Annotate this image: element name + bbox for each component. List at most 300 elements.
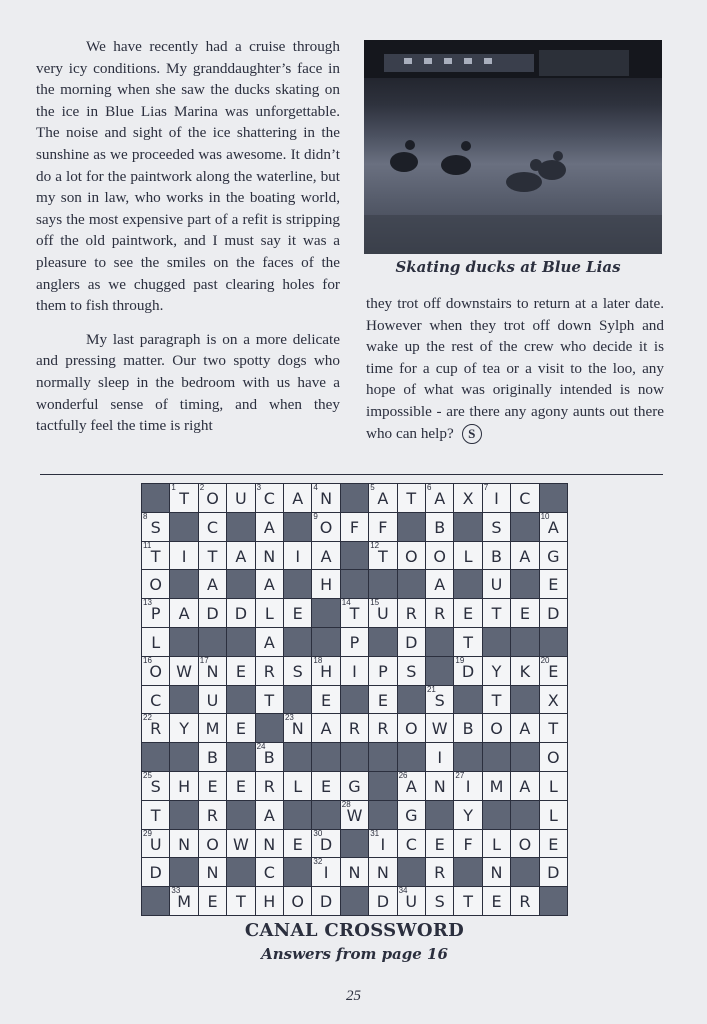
crossword-letter: A — [263, 575, 275, 595]
crossword-black-cell — [341, 686, 368, 714]
crossword-cell[interactable] — [199, 887, 226, 915]
crossword-cell[interactable] — [369, 887, 396, 915]
crossword-black-cell — [170, 743, 197, 771]
crossword-cell[interactable] — [170, 599, 197, 627]
crossword-cell[interactable] — [170, 657, 197, 685]
crossword-cell[interactable] — [369, 513, 396, 541]
crossword-cell[interactable] — [284, 599, 311, 627]
crossword-letter: A — [263, 517, 275, 537]
crossword-cell[interactable] — [341, 858, 368, 886]
crossword-cell[interactable] — [426, 513, 453, 541]
crossword-black-cell — [511, 570, 538, 598]
crossword-cell[interactable] — [142, 830, 169, 858]
crossword-clue-number: 3 — [256, 484, 262, 492]
crossword-cell[interactable] — [341, 657, 368, 685]
crossword-letter: S — [150, 776, 161, 796]
crossword-cell[interactable] — [170, 714, 197, 742]
crossword-cell[interactable] — [398, 484, 425, 512]
crossword-cell[interactable] — [142, 772, 169, 800]
crossword-letter: N — [263, 546, 276, 566]
crossword-letter: E — [377, 690, 388, 710]
crossword-letter: N — [320, 489, 333, 508]
crossword-letter: S — [406, 661, 417, 681]
crossword-cell[interactable] — [142, 513, 169, 541]
crossword-cell[interactable] — [454, 628, 481, 656]
crossword-letter: T — [548, 719, 559, 739]
crossword-letter: A — [519, 546, 531, 566]
crossword-letter: A — [519, 776, 531, 796]
crossword-letter: N — [291, 719, 304, 739]
crossword-cell[interactable] — [256, 484, 283, 512]
crossword-cell[interactable] — [483, 686, 510, 714]
crossword-cell[interactable] — [398, 772, 425, 800]
crossword-letter: T — [179, 489, 189, 508]
crossword-cell[interactable] — [483, 599, 510, 627]
crossword-clue-number: 17 — [199, 656, 209, 665]
crossword-cell[interactable] — [256, 686, 283, 714]
crossword-clue-number: 26 — [398, 771, 408, 780]
crossword-clue-number: 8 — [143, 512, 148, 521]
crossword-letter: N — [433, 776, 446, 796]
crossword-cell[interactable] — [369, 858, 396, 886]
crossword-clue-number: 7 — [483, 484, 489, 492]
crossword-cell[interactable] — [540, 570, 567, 598]
crossword-cell[interactable] — [540, 599, 567, 627]
crossword-cell[interactable] — [170, 772, 197, 800]
crossword-cell[interactable] — [256, 887, 283, 915]
crossword-letter: I — [465, 776, 471, 796]
article-left-column — [36, 36, 340, 449]
crossword-cell[interactable] — [454, 599, 481, 627]
crossword-cell[interactable] — [426, 542, 453, 570]
crossword-letter: H — [320, 661, 333, 681]
crossword-cell[interactable] — [398, 657, 425, 685]
crossword-letter: C — [206, 517, 219, 537]
crossword-letter: X — [547, 690, 559, 710]
crossword-letter: F — [378, 517, 388, 537]
crossword-black-cell — [142, 484, 169, 512]
crossword-clue-number: 14 — [341, 599, 351, 608]
crossword-black-cell — [341, 542, 368, 570]
crossword-cell[interactable] — [483, 714, 510, 742]
crossword-cell[interactable] — [426, 887, 453, 915]
crossword-cell[interactable] — [142, 657, 169, 685]
crossword-letter: E — [235, 776, 246, 796]
crossword-letter: H — [320, 575, 333, 595]
crossword-cell[interactable] — [199, 542, 226, 570]
crossword-cell[interactable] — [369, 714, 396, 742]
crossword-clue-number: 2 — [199, 484, 205, 492]
crossword-letter: R — [348, 719, 361, 739]
crossword-letter: E — [207, 892, 218, 912]
crossword-cell[interactable] — [511, 830, 538, 858]
article-paragraph-3 — [366, 293, 664, 444]
crossword-cell[interactable] — [256, 599, 283, 627]
crossword-cell[interactable] — [227, 714, 254, 742]
crossword-cell[interactable] — [398, 628, 425, 656]
crossword-clue-number: 21 — [426, 685, 436, 694]
crossword-letter: B — [491, 546, 502, 566]
crossword-cell[interactable] — [227, 830, 254, 858]
crossword-letter: N — [178, 834, 191, 854]
crossword-letter: E — [292, 604, 303, 624]
crossword-black-cell — [369, 570, 396, 598]
crossword-cell[interactable] — [454, 830, 481, 858]
crossword-letter: C — [263, 489, 275, 508]
crossword-cell[interactable] — [312, 686, 339, 714]
crossword-clue-number: 9 — [313, 512, 318, 521]
crossword-letter: S — [150, 517, 161, 537]
crossword-black-cell — [398, 570, 425, 598]
crossword-cell[interactable] — [426, 772, 453, 800]
crossword-letter: W — [232, 834, 249, 854]
crossword-letter: T — [207, 546, 218, 566]
crossword-cell[interactable] — [142, 858, 169, 886]
crossword-cell[interactable] — [312, 887, 339, 915]
crossword-black-cell — [227, 743, 254, 771]
crossword-cell[interactable] — [426, 570, 453, 598]
crossword-letter: T — [491, 604, 502, 624]
crossword-clue-number: 15 — [370, 599, 380, 608]
crossword-cell[interactable] — [256, 657, 283, 685]
crossword-cell[interactable] — [256, 743, 283, 771]
crossword-cell[interactable] — [312, 513, 339, 541]
crossword-cell[interactable] — [398, 542, 425, 570]
crossword-cell[interactable] — [540, 686, 567, 714]
crossword-cell[interactable] — [454, 484, 481, 512]
ducks-photo — [364, 40, 662, 254]
crossword-cell[interactable] — [483, 570, 510, 598]
crossword-cell[interactable] — [483, 657, 510, 685]
crossword-cell[interactable] — [199, 858, 226, 886]
crossword-cell[interactable] — [511, 542, 538, 570]
crossword-cell[interactable] — [170, 484, 197, 512]
crossword-cell[interactable] — [454, 801, 481, 829]
crossword-cell[interactable] — [540, 743, 567, 771]
crossword-cell[interactable] — [398, 830, 425, 858]
crossword-cell[interactable] — [256, 542, 283, 570]
crossword-cell[interactable] — [483, 772, 510, 800]
crossword-cell[interactable] — [369, 599, 396, 627]
crossword-cell[interactable] — [199, 830, 226, 858]
article-paragraph-2: My last paragraph is on a more delicate and pressing matter. Our two spotty dogs who normally sleep in the bedroom with us have a wonderful sense of timing, and when they tactfully feel the time is right — [36, 330, 340, 435]
crossword-letter: T — [378, 546, 388, 566]
ducks-photo-illustration — [364, 40, 662, 254]
crossword-cell[interactable] — [312, 542, 339, 570]
crossword-black-cell — [284, 801, 311, 829]
crossword-letter: G — [405, 805, 418, 825]
crossword-clue-number: 10 — [540, 512, 550, 521]
crossword-cell[interactable] — [540, 772, 567, 800]
crossword-cell[interactable] — [199, 513, 226, 541]
crossword-cell[interactable] — [398, 801, 425, 829]
crossword-letter: D — [149, 863, 162, 883]
crossword-cell[interactable] — [142, 599, 169, 627]
crossword-letter: L — [264, 604, 274, 624]
crossword-letter: O — [206, 489, 219, 508]
crossword-letter: U — [490, 575, 503, 595]
crossword-cell[interactable] — [142, 686, 169, 714]
crossword-clue-number: 18 — [313, 656, 323, 665]
crossword-cell[interactable] — [511, 599, 538, 627]
crossword-cell[interactable] — [369, 686, 396, 714]
crossword-cell[interactable] — [284, 887, 311, 915]
crossword-letter: D — [376, 892, 390, 912]
crossword-cell[interactable] — [483, 542, 510, 570]
crossword-letter: D — [547, 604, 560, 624]
crossword-cell[interactable] — [511, 772, 538, 800]
crossword-cell[interactable] — [312, 772, 339, 800]
crossword-letter: F — [349, 517, 360, 537]
crossword-cell[interactable] — [199, 743, 226, 771]
crossword-black-cell — [398, 743, 425, 771]
crossword-black-cell — [398, 858, 425, 886]
crossword-cell[interactable] — [540, 657, 567, 685]
crossword-cell[interactable] — [170, 887, 197, 915]
crossword-cell[interactable] — [511, 887, 538, 915]
crossword-black-cell — [398, 686, 425, 714]
crossword-letter: A — [405, 776, 417, 796]
crossword-letter: O — [490, 719, 503, 739]
crossword-cell[interactable] — [142, 714, 169, 742]
crossword-black-cell — [398, 513, 425, 541]
crossword-cell[interactable] — [540, 801, 567, 829]
crossword-letter: H — [178, 776, 191, 796]
crossword-clue-number: 11 — [143, 541, 152, 550]
crossword-black-cell — [454, 743, 481, 771]
crossword-cell[interactable] — [483, 887, 510, 915]
crossword-cell[interactable] — [540, 513, 567, 541]
crossword-cell[interactable] — [341, 599, 368, 627]
crossword-cell[interactable] — [199, 599, 226, 627]
crossword-letter: O — [518, 834, 532, 854]
crossword-cell[interactable] — [426, 599, 453, 627]
crossword-cell[interactable] — [454, 657, 481, 685]
crossword-black-cell — [483, 628, 510, 656]
crossword-clue-number: 28 — [341, 800, 351, 809]
crossword-black-cell — [341, 830, 368, 858]
crossword-letter: M — [177, 892, 191, 912]
crossword-letter: R — [377, 719, 389, 739]
crossword-letter: B — [263, 748, 275, 768]
crossword-letter: I — [494, 489, 499, 508]
crossword-black-cell — [170, 801, 197, 829]
crossword-cell[interactable] — [284, 830, 311, 858]
crossword-letter: N — [206, 863, 219, 883]
crossword-letter: P — [378, 661, 388, 681]
crossword-cell[interactable] — [426, 743, 453, 771]
crossword-cell[interactable] — [426, 830, 453, 858]
crossword-cell[interactable] — [142, 542, 169, 570]
crossword-cell[interactable] — [199, 772, 226, 800]
crossword-letter: E — [207, 776, 218, 796]
crossword-letter: O — [149, 575, 162, 595]
crossword-cell[interactable] — [227, 887, 254, 915]
crossword-cell[interactable] — [426, 686, 453, 714]
crossword-cell[interactable] — [454, 714, 481, 742]
crossword-cell[interactable] — [398, 887, 425, 915]
crossword-cell[interactable] — [511, 657, 538, 685]
crossword-cell[interactable] — [170, 542, 197, 570]
crossword-cell[interactable] — [199, 714, 226, 742]
crossword-letter: E — [292, 834, 303, 854]
crossword-cell[interactable] — [312, 830, 339, 858]
crossword-cell[interactable] — [341, 772, 368, 800]
crossword-cell[interactable] — [511, 714, 538, 742]
crossword-letter: Y — [179, 719, 189, 739]
crossword-black-cell — [511, 801, 538, 829]
crossword-black-cell — [369, 628, 396, 656]
crossword-letter: S — [434, 690, 445, 710]
crossword-letter: R — [206, 805, 219, 825]
crossword-cell[interactable] — [312, 714, 339, 742]
crossword-cell[interactable] — [540, 858, 567, 886]
crossword-cell[interactable] — [256, 570, 283, 598]
crossword-cell[interactable] — [426, 714, 453, 742]
crossword-black-cell — [170, 513, 197, 541]
crossword-black-cell — [227, 513, 254, 541]
crossword-letter: P — [349, 632, 360, 652]
crossword-letter: U — [206, 690, 219, 710]
crossword-cell[interactable] — [227, 657, 254, 685]
crossword-cell[interactable] — [284, 714, 311, 742]
crossword-cell[interactable] — [312, 570, 339, 598]
crossword-cell[interactable] — [199, 570, 226, 598]
crossword-cell[interactable] — [284, 772, 311, 800]
crossword-letter: A — [292, 489, 304, 508]
crossword-black-cell — [227, 570, 254, 598]
crossword-cell[interactable] — [341, 801, 368, 829]
crossword-cell[interactable] — [142, 801, 169, 829]
crossword-cell[interactable] — [398, 714, 425, 742]
crossword-cell[interactable] — [256, 801, 283, 829]
crossword-cell[interactable] — [454, 772, 481, 800]
crossword-cell[interactable] — [369, 657, 396, 685]
crossword-letter: W — [176, 661, 192, 681]
crossword-black-cell — [170, 858, 197, 886]
crossword-letter: A — [320, 719, 332, 739]
crossword-black-cell — [341, 743, 368, 771]
crossword-cell[interactable] — [227, 599, 254, 627]
crossword-cell[interactable] — [483, 830, 510, 858]
crossword-clue-number: 34 — [398, 887, 408, 896]
crossword-cell[interactable] — [483, 858, 510, 886]
crossword-letter: T — [406, 489, 417, 508]
crossword-letter: S — [434, 892, 445, 912]
crossword-cell[interactable] — [454, 887, 481, 915]
crossword-cell[interactable] — [170, 830, 197, 858]
crossword-clue-number: 24 — [256, 743, 266, 752]
crossword-cell[interactable] — [341, 628, 368, 656]
crossword-letter: A — [263, 632, 275, 652]
crossword-cell[interactable] — [199, 484, 226, 512]
crossword-cell[interactable] — [227, 772, 254, 800]
crossword-cell[interactable] — [256, 830, 283, 858]
crossword-letter: D — [461, 661, 475, 681]
crossword-cell[interactable] — [312, 657, 339, 685]
crossword-black-cell — [284, 686, 311, 714]
crossword-letter: R — [263, 661, 275, 681]
crossword-cell[interactable] — [284, 542, 311, 570]
crossword-cell[interactable] — [540, 542, 567, 570]
crossword-cell[interactable] — [256, 772, 283, 800]
crossword-letter: N — [490, 863, 503, 883]
crossword-letter: T — [264, 690, 275, 710]
article-paragraph-3-text: they trot off downstairs to return at a later date. However when they trot off down Sylph and wake up the rest of the crew who decide it is time for a cup of tea or a visit to the loo, any hope of what was originally intended is now impossible - are there any agony aunts out there who can help? — [366, 295, 664, 442]
crossword-cell[interactable] — [540, 830, 567, 858]
crossword-black-cell — [426, 657, 453, 685]
crossword-letter: A — [377, 489, 389, 508]
crossword-cell[interactable] — [341, 513, 368, 541]
crossword-black-cell — [454, 686, 481, 714]
crossword-cell[interactable] — [284, 484, 311, 512]
crossword-letter: U — [235, 489, 247, 508]
crossword-cell[interactable] — [312, 858, 339, 886]
crossword-letter: T — [236, 892, 246, 912]
crossword-cell[interactable] — [540, 714, 567, 742]
crossword-black-cell — [511, 513, 538, 541]
crossword-cell[interactable] — [483, 513, 510, 541]
crossword-clue-number: 27 — [455, 771, 465, 780]
crossword-black-cell — [284, 628, 311, 656]
crossword-cell[interactable] — [227, 484, 254, 512]
crossword-cell[interactable] — [511, 484, 538, 512]
crossword-letter: D — [319, 834, 333, 854]
crossword-letter: Y — [491, 661, 502, 681]
crossword-letter: N — [206, 661, 219, 681]
crossword-cell[interactable] — [284, 657, 311, 685]
crossword-cell[interactable] — [341, 714, 368, 742]
crossword-clue-number: 16 — [143, 656, 152, 665]
crossword-cell[interactable] — [312, 484, 339, 512]
crossword-cell[interactable] — [426, 858, 453, 886]
crossword-cell[interactable] — [398, 599, 425, 627]
crossword-letter: R — [434, 604, 446, 624]
crossword-letter: A — [434, 489, 446, 508]
crossword-black-cell — [312, 599, 339, 627]
crossword-letter: O — [546, 748, 560, 768]
crossword-clue-number: 1 — [171, 484, 176, 492]
crossword-letter: X — [462, 489, 474, 508]
crossword-cell[interactable] — [256, 858, 283, 886]
crossword-cell[interactable] — [426, 484, 453, 512]
page-number: 25 — [346, 988, 361, 1004]
crossword-cell[interactable] — [199, 657, 226, 685]
end-mark-logo: S — [462, 424, 482, 444]
crossword-cell[interactable] — [142, 628, 169, 656]
crossword-cell[interactable] — [256, 628, 283, 656]
crossword-cell[interactable] — [369, 542, 396, 570]
crossword-letter: I — [295, 546, 301, 566]
crossword-cell[interactable] — [199, 801, 226, 829]
crossword-cell[interactable] — [483, 484, 510, 512]
crossword-letter: I — [181, 546, 187, 566]
crossword-black-cell — [454, 858, 481, 886]
crossword-cell[interactable] — [227, 542, 254, 570]
crossword-cell[interactable] — [369, 830, 396, 858]
crossword-black-cell — [227, 858, 254, 886]
crossword-letter: R — [434, 863, 446, 883]
crossword-black-cell — [170, 686, 197, 714]
crossword-cell[interactable] — [199, 686, 226, 714]
crossword-black-cell — [312, 801, 339, 829]
article-paragraph-1: We have recently had a cruise through very icy conditions. My granddaughter’s face in the morning when she saw the ducks skating on the ice in Blue Lias Marina was unforgettable. The noise and sight of the ice shattering in the sunshine as we proceeded was awesome. It didn’t do a lot for the paintwork along the waterline, but my son in law, who works in the boating world, says the most expensive part of a refit is stripping off the old paintwork, and I must say it was a pleasure to see the smiles on the faces of the anglers as we chugged past clearing holes for them to fish through. — [36, 38, 340, 315]
crossword-cell[interactable] — [142, 570, 169, 598]
crossword-cell[interactable] — [369, 484, 396, 512]
crossword-cell[interactable] — [256, 513, 283, 541]
crossword-subtitle: Answers from page 16 — [261, 945, 448, 963]
crossword-cell[interactable] — [454, 542, 481, 570]
